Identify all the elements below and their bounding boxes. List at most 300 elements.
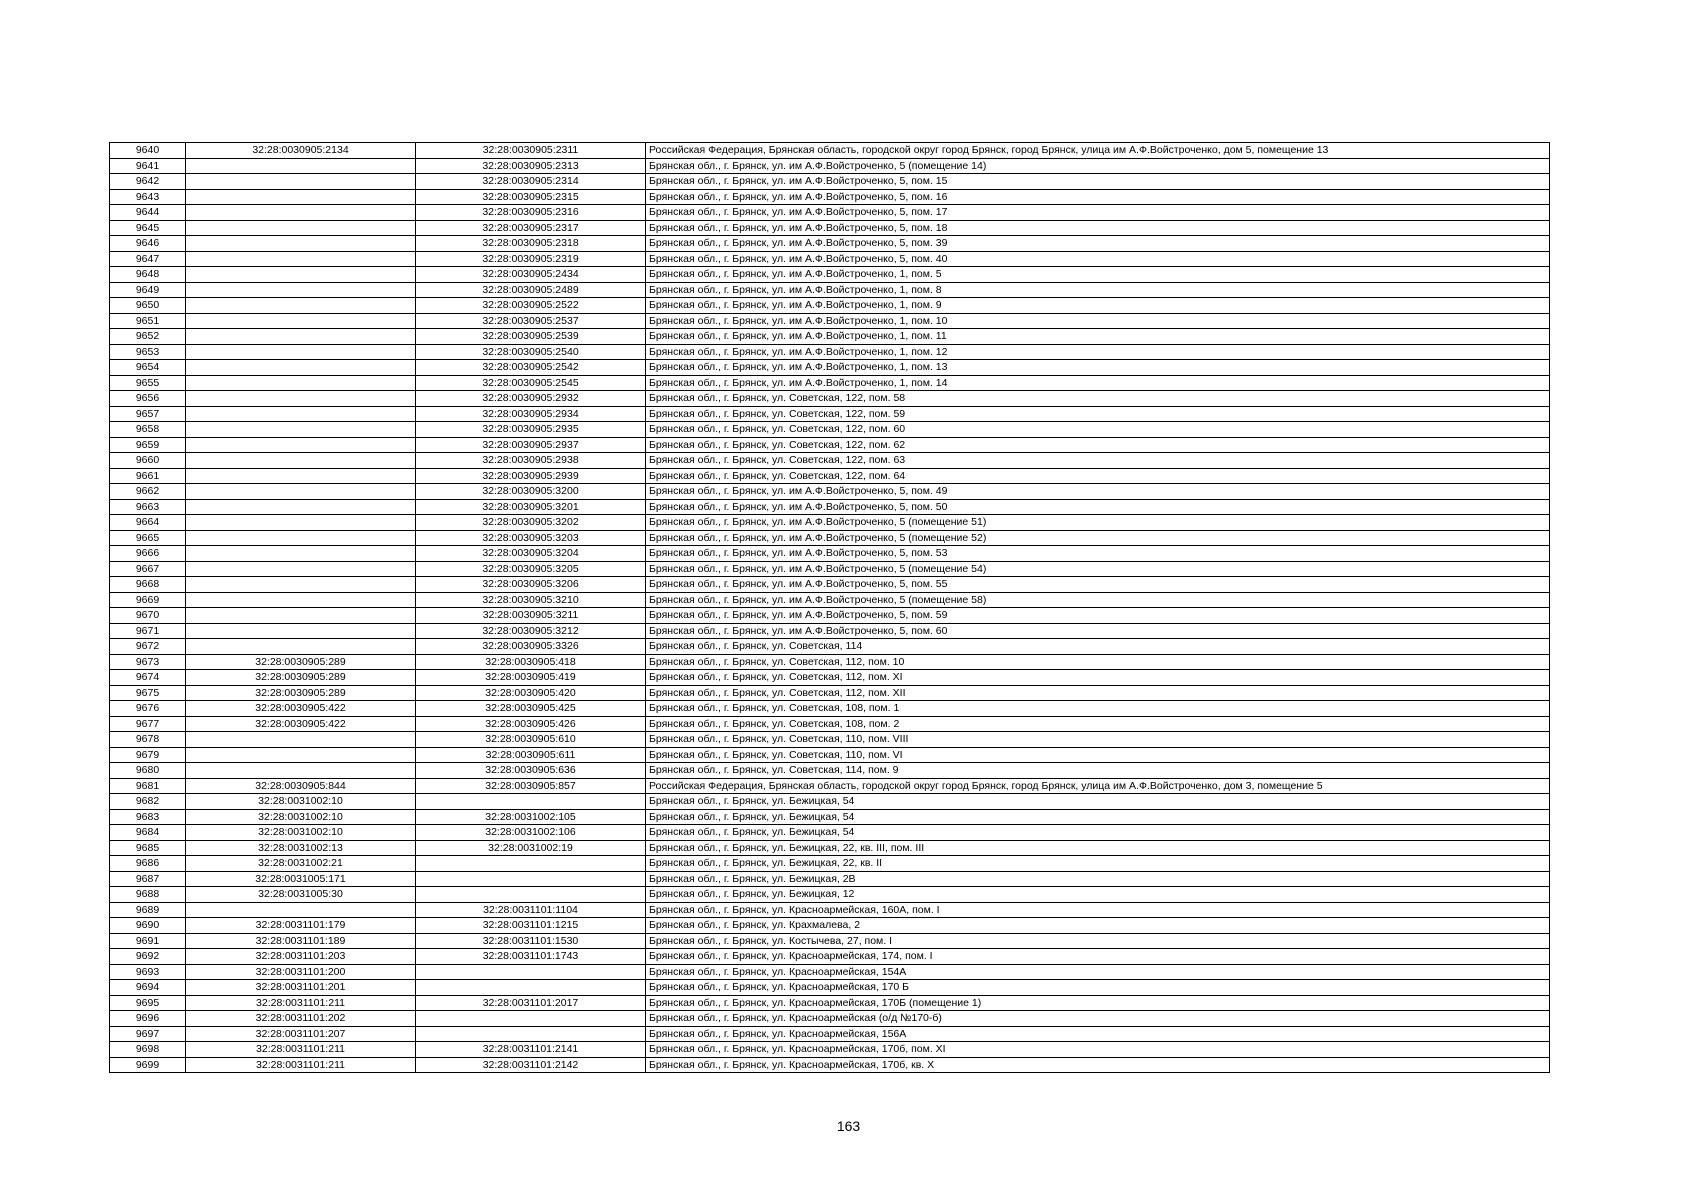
address-cell: Брянская обл., г. Брянск, ул. им А.Ф.Войстроченко, 1, пом. 8 xyxy=(646,282,1550,298)
parcel-cadastral-number-cell xyxy=(186,484,416,500)
parcel-cadastral-number-cell xyxy=(186,763,416,779)
table-row xyxy=(110,313,1550,329)
address-cell: Брянская обл., г. Брянск, ул. им А.Ф.Войстроченко, 5, пом. 39 xyxy=(646,236,1550,252)
object-cadastral-number-cell: 32:28:0030905:419 xyxy=(416,670,646,686)
row-number-cell: 9646 xyxy=(110,236,186,252)
object-cadastral-number-cell: 32:28:0030905:857 xyxy=(416,778,646,794)
object-cadastral-number-cell: 32:28:0030905:2318 xyxy=(416,236,646,252)
row-number-cell: 9670 xyxy=(110,608,186,624)
parcel-cadastral-number-cell xyxy=(186,592,416,608)
object-cadastral-number-cell: 32:28:0030905:3212 xyxy=(416,623,646,639)
object-cadastral-number-cell xyxy=(416,794,646,810)
parcel-cadastral-number-cell: 32:28:0031005:171 xyxy=(186,871,416,887)
address-cell: Брянская обл., г. Брянск, ул. Советская, 112, пом. XII xyxy=(646,685,1550,701)
address-cell: Брянская обл., г. Брянск, ул. Советская, 110, пом. VI xyxy=(646,747,1550,763)
table-row xyxy=(110,546,1550,562)
object-cadastral-number-cell: 32:28:0030905:2545 xyxy=(416,375,646,391)
row-number-cell: 9660 xyxy=(110,453,186,469)
table-row xyxy=(110,918,1550,934)
object-cadastral-number-cell: 32:28:0031101:1104 xyxy=(416,902,646,918)
address-cell: Брянская обл., г. Брянск, ул. Красноармейская, 154А xyxy=(646,964,1550,980)
address-cell: Брянская обл., г. Брянск, ул. Советская, 114, пом. 9 xyxy=(646,763,1550,779)
parcel-cadastral-number-cell: 32:28:0031101:207 xyxy=(186,1026,416,1042)
row-number-cell: 9664 xyxy=(110,515,186,531)
address-cell: Брянская обл., г. Брянск, ул. Крахмалева, 2 xyxy=(646,918,1550,934)
object-cadastral-number-cell: 32:28:0030905:3210 xyxy=(416,592,646,608)
object-cadastral-number-cell: 32:28:0030905:2934 xyxy=(416,406,646,422)
table-row xyxy=(110,592,1550,608)
address-cell: Брянская обл., г. Брянск, ул. Советская, 114 xyxy=(646,639,1550,655)
table-row xyxy=(110,422,1550,438)
address-cell: Брянская обл., г. Брянск, ул. Советская, 122, пом. 63 xyxy=(646,453,1550,469)
parcel-cadastral-number-cell xyxy=(186,282,416,298)
row-number-cell: 9649 xyxy=(110,282,186,298)
address-cell: Брянская обл., г. Брянск, ул. им А.Ф.Войстроченко, 1, пом. 13 xyxy=(646,360,1550,376)
address-cell: Брянская обл., г. Брянск, ул. Советская, 122, пом. 58 xyxy=(646,391,1550,407)
table-row xyxy=(110,437,1550,453)
address-cell: Брянская обл., г. Брянск, ул. Бежицкая, 22, кв. III, пом. III xyxy=(646,840,1550,856)
row-number-cell: 9653 xyxy=(110,344,186,360)
table-row xyxy=(110,220,1550,236)
table-row xyxy=(110,840,1550,856)
table-row xyxy=(110,391,1550,407)
table-row xyxy=(110,282,1550,298)
object-cadastral-number-cell: 32:28:0030905:3211 xyxy=(416,608,646,624)
row-number-cell: 9666 xyxy=(110,546,186,562)
parcel-cadastral-number-cell xyxy=(186,422,416,438)
object-cadastral-number-cell: 32:28:0031002:105 xyxy=(416,809,646,825)
address-cell: Брянская обл., г. Брянск, ул. Красноармейская, 160А, пом. I xyxy=(646,902,1550,918)
address-cell: Брянская обл., г. Брянск, ул. Советская, 110, пом. VIII xyxy=(646,732,1550,748)
address-cell: Брянская обл., г. Брянск, ул. Красноармейская, 170б, кв. X xyxy=(646,1057,1550,1073)
address-cell: Брянская обл., г. Брянск, ул. Красноармейская (о/д №170-б) xyxy=(646,1011,1550,1027)
address-cell: Брянская обл., г. Брянск, ул. Бежицкая, 54 xyxy=(646,794,1550,810)
table-row xyxy=(110,685,1550,701)
object-cadastral-number-cell: 32:28:0030905:636 xyxy=(416,763,646,779)
row-number-cell: 9698 xyxy=(110,1042,186,1058)
table-row xyxy=(110,577,1550,593)
table-row xyxy=(110,236,1550,252)
row-number-cell: 9676 xyxy=(110,701,186,717)
row-number-cell: 9686 xyxy=(110,856,186,872)
object-cadastral-number-cell: 32:28:0030905:610 xyxy=(416,732,646,748)
row-number-cell: 9681 xyxy=(110,778,186,794)
row-number-cell: 9659 xyxy=(110,437,186,453)
address-cell: Брянская обл., г. Брянск, ул. Советская, 122, пом. 64 xyxy=(646,468,1550,484)
row-number-cell: 9642 xyxy=(110,174,186,190)
parcel-cadastral-number-cell xyxy=(186,174,416,190)
table-row xyxy=(110,1026,1550,1042)
row-number-cell: 9657 xyxy=(110,406,186,422)
address-cell: Брянская обл., г. Брянск, ул. Советская, 108, пом. 1 xyxy=(646,701,1550,717)
row-number-cell: 9671 xyxy=(110,623,186,639)
parcel-cadastral-number-cell xyxy=(186,406,416,422)
parcel-cadastral-number-cell xyxy=(186,267,416,283)
table-row xyxy=(110,267,1550,283)
address-cell: Брянская обл., г. Брянск, ул. Советская, 122, пом. 60 xyxy=(646,422,1550,438)
table-row xyxy=(110,251,1550,267)
row-number-cell: 9692 xyxy=(110,949,186,965)
parcel-cadastral-number-cell xyxy=(186,344,416,360)
table-row xyxy=(110,701,1550,717)
object-cadastral-number-cell xyxy=(416,1026,646,1042)
address-cell: Брянская обл., г. Брянск, ул. Красноармейская, 170б, пом. XI xyxy=(646,1042,1550,1058)
table-row xyxy=(110,623,1550,639)
object-cadastral-number-cell: 32:28:0030905:3204 xyxy=(416,546,646,562)
object-cadastral-number-cell: 32:28:0030905:418 xyxy=(416,654,646,670)
object-cadastral-number-cell: 32:28:0030905:2935 xyxy=(416,422,646,438)
row-number-cell: 9672 xyxy=(110,639,186,655)
parcel-cadastral-number-cell xyxy=(186,499,416,515)
row-number-cell: 9669 xyxy=(110,592,186,608)
row-number-cell: 9656 xyxy=(110,391,186,407)
object-cadastral-number-cell: 32:28:0031101:2141 xyxy=(416,1042,646,1058)
object-cadastral-number-cell: 32:28:0031101:1530 xyxy=(416,933,646,949)
parcel-cadastral-number-cell xyxy=(186,437,416,453)
address-cell: Брянская обл., г. Брянск, ул. Бежицкая, 12 xyxy=(646,887,1550,903)
row-number-cell: 9677 xyxy=(110,716,186,732)
address-cell: Брянская обл., г. Брянск, ул. им А.Ф.Войстроченко, 5 (помещение 54) xyxy=(646,561,1550,577)
row-number-cell: 9693 xyxy=(110,964,186,980)
row-number-cell: 9695 xyxy=(110,995,186,1011)
address-cell: Брянская обл., г. Брянск, ул. им А.Ф.Войстроченко, 5, пом. 59 xyxy=(646,608,1550,624)
address-cell: Брянская обл., г. Брянск, ул. им А.Ф.Войстроченко, 5 (помещение 52) xyxy=(646,530,1550,546)
object-cadastral-number-cell: 32:28:0030905:2311 xyxy=(416,143,646,159)
parcel-cadastral-number-cell: 32:28:0031101:211 xyxy=(186,1057,416,1073)
object-cadastral-number-cell: 32:28:0030905:2938 xyxy=(416,453,646,469)
parcel-cadastral-number-cell: 32:28:0030905:422 xyxy=(186,701,416,717)
table-row xyxy=(110,654,1550,670)
table-row xyxy=(110,902,1550,918)
row-number-cell: 9683 xyxy=(110,809,186,825)
object-cadastral-number-cell: 32:28:0030905:2542 xyxy=(416,360,646,376)
object-cadastral-number-cell: 32:28:0030905:2319 xyxy=(416,251,646,267)
address-cell: Брянская обл., г. Брянск, ул. им А.Ф.Войстроченко, 5, пом. 49 xyxy=(646,484,1550,500)
table-row xyxy=(110,639,1550,655)
row-number-cell: 9665 xyxy=(110,530,186,546)
row-number-cell: 9674 xyxy=(110,670,186,686)
row-number-cell: 9696 xyxy=(110,1011,186,1027)
object-cadastral-number-cell: 32:28:0030905:2317 xyxy=(416,220,646,236)
row-number-cell: 9661 xyxy=(110,468,186,484)
table-row xyxy=(110,329,1550,345)
object-cadastral-number-cell: 32:28:0030905:3200 xyxy=(416,484,646,500)
object-cadastral-number-cell: 32:28:0030905:2313 xyxy=(416,158,646,174)
object-cadastral-number-cell: 32:28:0030905:3203 xyxy=(416,530,646,546)
object-cadastral-number-cell: 32:28:0030905:2937 xyxy=(416,437,646,453)
address-cell: Брянская обл., г. Брянск, ул. Бежицкая, 22, кв. II xyxy=(646,856,1550,872)
object-cadastral-number-cell: 32:28:0030905:3205 xyxy=(416,561,646,577)
address-cell: Брянская обл., г. Брянск, ул. им А.Ф.Войстроченко, 1, пом. 12 xyxy=(646,344,1550,360)
parcel-cadastral-number-cell xyxy=(186,298,416,314)
table-row xyxy=(110,887,1550,903)
table-row xyxy=(110,608,1550,624)
parcel-cadastral-number-cell: 32:28:0031101:202 xyxy=(186,1011,416,1027)
table-row xyxy=(110,670,1550,686)
row-number-cell: 9663 xyxy=(110,499,186,515)
address-cell: Брянская обл., г. Брянск, ул. им А.Ф.Войстроченко, 5 (помещение 51) xyxy=(646,515,1550,531)
table-row xyxy=(110,158,1550,174)
table-row xyxy=(110,1057,1550,1073)
parcel-cadastral-number-cell xyxy=(186,530,416,546)
address-cell: Брянская обл., г. Брянск, ул. им А.Ф.Войстроченко, 1, пом. 14 xyxy=(646,375,1550,391)
table-row xyxy=(110,453,1550,469)
table-row xyxy=(110,143,1550,159)
object-cadastral-number-cell xyxy=(416,871,646,887)
object-cadastral-number-cell xyxy=(416,887,646,903)
row-number-cell: 9650 xyxy=(110,298,186,314)
object-cadastral-number-cell: 32:28:0030905:3202 xyxy=(416,515,646,531)
table-row xyxy=(110,794,1550,810)
parcel-cadastral-number-cell: 32:28:0031002:10 xyxy=(186,809,416,825)
table-row xyxy=(110,747,1550,763)
row-number-cell: 9691 xyxy=(110,933,186,949)
page-number: 163 xyxy=(836,1118,861,1134)
object-cadastral-number-cell: 32:28:0030905:3201 xyxy=(416,499,646,515)
object-cadastral-number-cell: 32:28:0031101:1215 xyxy=(416,918,646,934)
object-cadastral-number-cell: 32:28:0030905:2434 xyxy=(416,267,646,283)
address-cell: Брянская обл., г. Брянск, ул. Бежицкая, 54 xyxy=(646,825,1550,841)
address-cell: Брянская обл., г. Брянск, ул. им А.Ф.Войстроченко, 5, пом. 18 xyxy=(646,220,1550,236)
row-number-cell: 9680 xyxy=(110,763,186,779)
table-row xyxy=(110,530,1550,546)
row-number-cell: 9667 xyxy=(110,561,186,577)
row-number-cell: 9641 xyxy=(110,158,186,174)
row-number-cell: 9694 xyxy=(110,980,186,996)
table-row xyxy=(110,716,1550,732)
object-cadastral-number-cell: 32:28:0031101:2142 xyxy=(416,1057,646,1073)
address-cell: Брянская обл., г. Брянск, ул. им А.Ф.Войстроченко, 5, пом. 60 xyxy=(646,623,1550,639)
row-number-cell: 9648 xyxy=(110,267,186,283)
row-number-cell: 9644 xyxy=(110,205,186,221)
parcel-cadastral-number-cell xyxy=(186,577,416,593)
address-cell: Брянская обл., г. Брянск, ул. им А.Ф.Войстроченко, 1, пом. 9 xyxy=(646,298,1550,314)
parcel-cadastral-number-cell: 32:28:0031002:10 xyxy=(186,794,416,810)
table-row xyxy=(110,406,1550,422)
parcel-cadastral-number-cell xyxy=(186,236,416,252)
address-cell: Брянская обл., г. Брянск, ул. Бежицкая, 54 xyxy=(646,809,1550,825)
parcel-cadastral-number-cell xyxy=(186,546,416,562)
table-row xyxy=(110,561,1550,577)
table-row xyxy=(110,809,1550,825)
parcel-cadastral-number-cell xyxy=(186,561,416,577)
object-cadastral-number-cell: 32:28:0030905:2316 xyxy=(416,205,646,221)
address-cell: Российская Федерация, Брянская область, городской округ город Брянск, город Брянск, улица им А.Ф.Войстроченко, дом 3, помещение 5 xyxy=(646,778,1550,794)
parcel-cadastral-number-cell: 32:28:0031101:211 xyxy=(186,1042,416,1058)
object-cadastral-number-cell: 32:28:0030905:420 xyxy=(416,685,646,701)
table-row xyxy=(110,205,1550,221)
object-cadastral-number-cell: 32:28:0030905:2314 xyxy=(416,174,646,190)
row-number-cell: 9662 xyxy=(110,484,186,500)
address-cell: Брянская обл., г. Брянск, ул. Костычева, 27, пом. I xyxy=(646,933,1550,949)
parcel-cadastral-number-cell: 32:28:0031101:211 xyxy=(186,995,416,1011)
object-cadastral-number-cell: 32:28:0031101:1743 xyxy=(416,949,646,965)
address-cell: Брянская обл., г. Брянск, ул. Бежицкая, 2В xyxy=(646,871,1550,887)
object-cadastral-number-cell: 32:28:0030905:3326 xyxy=(416,639,646,655)
parcel-cadastral-number-cell: 32:28:0031002:21 xyxy=(186,856,416,872)
parcel-cadastral-number-cell xyxy=(186,902,416,918)
object-cadastral-number-cell xyxy=(416,856,646,872)
parcel-cadastral-number-cell xyxy=(186,313,416,329)
parcel-cadastral-number-cell xyxy=(186,608,416,624)
row-number-cell: 9655 xyxy=(110,375,186,391)
address-cell: Брянская обл., г. Брянск, ул. им А.Ф.Войстроченко, 5, пом. 15 xyxy=(646,174,1550,190)
parcel-cadastral-number-cell: 32:28:0031101:203 xyxy=(186,949,416,965)
address-cell: Брянская обл., г. Брянск, ул. Советская, 112, пом. XI xyxy=(646,670,1550,686)
row-number-cell: 9654 xyxy=(110,360,186,376)
table-row xyxy=(110,980,1550,996)
row-number-cell: 9673 xyxy=(110,654,186,670)
table-row xyxy=(110,174,1550,190)
row-number-cell: 9651 xyxy=(110,313,186,329)
parcel-cadastral-number-cell xyxy=(186,623,416,639)
row-number-cell: 9640 xyxy=(110,143,186,159)
address-cell: Брянская обл., г. Брянск, ул. Красноармейская, 170 Б xyxy=(646,980,1550,996)
address-cell: Брянская обл., г. Брянск, ул. им А.Ф.Войстроченко, 1, пом. 10 xyxy=(646,313,1550,329)
object-cadastral-number-cell: 32:28:0030905:2489 xyxy=(416,282,646,298)
table-row xyxy=(110,763,1550,779)
row-number-cell: 9647 xyxy=(110,251,186,267)
parcel-cadastral-number-cell xyxy=(186,747,416,763)
parcel-cadastral-number-cell: 32:28:0030905:289 xyxy=(186,654,416,670)
row-number-cell: 9658 xyxy=(110,422,186,438)
table-row xyxy=(110,1042,1550,1058)
address-cell: Брянская обл., г. Брянск, ул. им А.Ф.Войстроченко, 5 (помещение 58) xyxy=(646,592,1550,608)
table-row xyxy=(110,484,1550,500)
parcel-cadastral-number-cell xyxy=(186,220,416,236)
table-row xyxy=(110,1011,1550,1027)
table-row xyxy=(110,515,1550,531)
table-row xyxy=(110,933,1550,949)
object-cadastral-number-cell: 32:28:0030905:2315 xyxy=(416,189,646,205)
object-cadastral-number-cell xyxy=(416,980,646,996)
parcel-cadastral-number-cell xyxy=(186,158,416,174)
address-cell: Брянская обл., г. Брянск, ул. им А.Ф.Войстроченко, 5, пом. 16 xyxy=(646,189,1550,205)
row-number-cell: 9652 xyxy=(110,329,186,345)
parcel-cadastral-number-cell xyxy=(186,468,416,484)
object-cadastral-number-cell: 32:28:0030905:2932 xyxy=(416,391,646,407)
address-cell: Брянская обл., г. Брянск, ул. Советская, 112, пом. 10 xyxy=(646,654,1550,670)
table-row xyxy=(110,871,1550,887)
object-cadastral-number-cell: 32:28:0030905:426 xyxy=(416,716,646,732)
parcel-cadastral-number-cell: 32:28:0031002:10 xyxy=(186,825,416,841)
parcel-cadastral-number-cell xyxy=(186,515,416,531)
table-row xyxy=(110,949,1550,965)
address-cell: Брянская обл., г. Брянск, ул. Красноармейская, 174, пом. I xyxy=(646,949,1550,965)
table-row xyxy=(110,375,1550,391)
object-cadastral-number-cell: 32:28:0030905:2522 xyxy=(416,298,646,314)
address-cell: Брянская обл., г. Брянск, ул. Советская, 122, пом. 59 xyxy=(646,406,1550,422)
parcel-cadastral-number-cell: 32:28:0031101:201 xyxy=(186,980,416,996)
row-number-cell: 9684 xyxy=(110,825,186,841)
table-row xyxy=(110,856,1550,872)
address-cell: Брянская обл., г. Брянск, ул. им А.Ф.Войстроченко, 5 (помещение 14) xyxy=(646,158,1550,174)
row-number-cell: 9682 xyxy=(110,794,186,810)
row-number-cell: 9668 xyxy=(110,577,186,593)
row-number-cell: 9699 xyxy=(110,1057,186,1073)
address-cell: Брянская обл., г. Брянск, ул. Красноармейская, 170Б (помещение 1) xyxy=(646,995,1550,1011)
parcel-cadastral-number-cell: 32:28:0031002:13 xyxy=(186,840,416,856)
row-number-cell: 9689 xyxy=(110,902,186,918)
table-row xyxy=(110,732,1550,748)
object-cadastral-number-cell: 32:28:0031002:19 xyxy=(416,840,646,856)
object-cadastral-number-cell: 32:28:0030905:3206 xyxy=(416,577,646,593)
parcel-cadastral-number-cell xyxy=(186,453,416,469)
row-number-cell: 9679 xyxy=(110,747,186,763)
registry-table-body xyxy=(110,143,1550,1073)
parcel-cadastral-number-cell xyxy=(186,251,416,267)
row-number-cell: 9675 xyxy=(110,685,186,701)
object-cadastral-number-cell xyxy=(416,1011,646,1027)
object-cadastral-number-cell: 32:28:0031002:106 xyxy=(416,825,646,841)
table-row xyxy=(110,964,1550,980)
row-number-cell: 9697 xyxy=(110,1026,186,1042)
object-cadastral-number-cell: 32:28:0030905:2540 xyxy=(416,344,646,360)
table-row xyxy=(110,499,1550,515)
row-number-cell: 9678 xyxy=(110,732,186,748)
parcel-cadastral-number-cell: 32:28:0030905:844 xyxy=(186,778,416,794)
table-row xyxy=(110,995,1550,1011)
table-row xyxy=(110,189,1550,205)
row-number-cell: 9688 xyxy=(110,887,186,903)
table-row xyxy=(110,344,1550,360)
object-cadastral-number-cell xyxy=(416,964,646,980)
table-row xyxy=(110,468,1550,484)
address-cell: Брянская обл., г. Брянск, ул. им А.Ф.Войстроченко, 1, пом. 5 xyxy=(646,267,1550,283)
parcel-cadastral-number-cell xyxy=(186,639,416,655)
table-row xyxy=(110,360,1550,376)
table-row xyxy=(110,298,1550,314)
object-cadastral-number-cell: 32:28:0030905:425 xyxy=(416,701,646,717)
registry-table xyxy=(109,142,1550,1073)
parcel-cadastral-number-cell xyxy=(186,732,416,748)
address-cell: Брянская обл., г. Брянск, ул. им А.Ф.Войстроченко, 5, пом. 17 xyxy=(646,205,1550,221)
row-number-cell: 9685 xyxy=(110,840,186,856)
address-cell: Российская Федерация, Брянская область, городской округ город Брянск, город Брянск, улица им А.Ф.Войстроченко, дом 5, помещение 13 xyxy=(646,143,1550,159)
parcel-cadastral-number-cell: 32:28:0030905:289 xyxy=(186,685,416,701)
object-cadastral-number-cell: 32:28:0030905:2939 xyxy=(416,468,646,484)
address-cell: Брянская обл., г. Брянск, ул. им А.Ф.Войстроченко, 5, пом. 53 xyxy=(646,546,1550,562)
object-cadastral-number-cell: 32:28:0031101:2017 xyxy=(416,995,646,1011)
object-cadastral-number-cell: 32:28:0030905:2537 xyxy=(416,313,646,329)
row-number-cell: 9687 xyxy=(110,871,186,887)
parcel-cadastral-number-cell xyxy=(186,360,416,376)
parcel-cadastral-number-cell: 32:28:0031101:179 xyxy=(186,918,416,934)
object-cadastral-number-cell: 32:28:0030905:611 xyxy=(416,747,646,763)
parcel-cadastral-number-cell: 32:28:0031005:30 xyxy=(186,887,416,903)
parcel-cadastral-number-cell xyxy=(186,189,416,205)
address-cell: Брянская обл., г. Брянск, ул. им А.Ф.Войстроченко, 5, пом. 40 xyxy=(646,251,1550,267)
row-number-cell: 9690 xyxy=(110,918,186,934)
address-cell: Брянская обл., г. Брянск, ул. им А.Ф.Войстроченко, 5, пом. 50 xyxy=(646,499,1550,515)
object-cadastral-number-cell: 32:28:0030905:2539 xyxy=(416,329,646,345)
row-number-cell: 9643 xyxy=(110,189,186,205)
parcel-cadastral-number-cell: 32:28:0031101:189 xyxy=(186,933,416,949)
parcel-cadastral-number-cell xyxy=(186,205,416,221)
address-cell: Брянская обл., г. Брянск, ул. им А.Ф.Войстроченко, 5, пом. 55 xyxy=(646,577,1550,593)
parcel-cadastral-number-cell: 32:28:0030905:289 xyxy=(186,670,416,686)
address-cell: Брянская обл., г. Брянск, ул. им А.Ф.Войстроченко, 1, пом. 11 xyxy=(646,329,1550,345)
parcel-cadastral-number-cell xyxy=(186,375,416,391)
address-cell: Брянская обл., г. Брянск, ул. Советская, 108, пом. 2 xyxy=(646,716,1550,732)
table-row xyxy=(110,778,1550,794)
address-cell: Брянская обл., г. Брянск, ул. Красноармейская, 156А xyxy=(646,1026,1550,1042)
parcel-cadastral-number-cell: 32:28:0031101:200 xyxy=(186,964,416,980)
parcel-cadastral-number-cell xyxy=(186,329,416,345)
parcel-cadastral-number-cell: 32:28:0030905:2134 xyxy=(186,143,416,159)
table-row xyxy=(110,825,1550,841)
parcel-cadastral-number-cell xyxy=(186,391,416,407)
